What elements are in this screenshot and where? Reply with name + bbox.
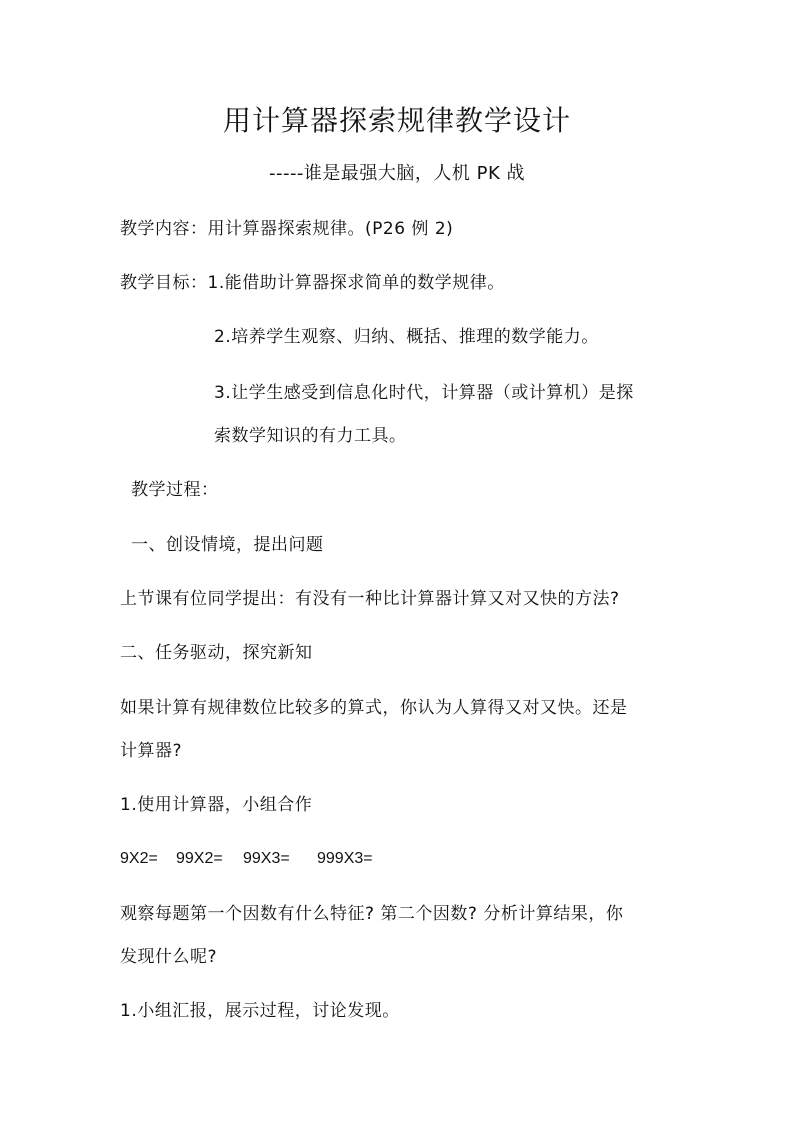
expression-4: 999X3= [317, 850, 373, 867]
step-1-use-calculator: 1.使用计算器，小组合作 [120, 795, 313, 815]
section-2-heading: 二、任务驱动，探究新知 [120, 643, 313, 663]
expression-1: 9X2= [120, 850, 158, 867]
section-1-heading: 一、创设情境，提出问题 [131, 535, 324, 555]
document-title: 用计算器探索规律教学设计 [222, 104, 571, 137]
section-2-paragraph-2-line-2: 发现什么呢? [120, 947, 218, 967]
section-2-paragraph-1-line-2: 计算器? [120, 741, 183, 761]
document-subtitle: -----谁是最强大脑，人机 PK 战 [268, 163, 526, 184]
section-1-text: 上节课有位同学提出：有没有一种比计算器计算又对又快的方法? [120, 589, 620, 609]
expression-2: 99X2= [176, 850, 223, 867]
teaching-goal-2: 2.培养学生观察、归纳、概括、推理的数学能力。 [214, 327, 599, 347]
teaching-process-label: 教学过程： [131, 480, 219, 500]
teaching-goal-1: 教学目标：1.能借助计算器探求简单的数学规律。 [120, 273, 505, 293]
teaching-goal-3-line-1: 3.让学生感受到信息化时代，计算器（或计算机）是探 [214, 383, 634, 403]
section-2-paragraph-1-line-1: 如果计算有规律数位比较多的算式，你认为人算得又对又快。还是 [120, 698, 628, 718]
teaching-content-line: 教学内容：用计算器探索规律。(P26 例 2) [120, 219, 454, 239]
step-2-group-report: 1.小组汇报，展示过程，讨论发现。 [120, 1001, 400, 1021]
section-2-paragraph-2-line-1: 观察每题第一个因数有什么特征? 第二个因数? 分析计算结果，你 [120, 904, 624, 924]
teaching-goal-3-line-2: 索数学知识的有力工具。 [214, 426, 407, 446]
expression-3: 99X3= [243, 850, 290, 867]
